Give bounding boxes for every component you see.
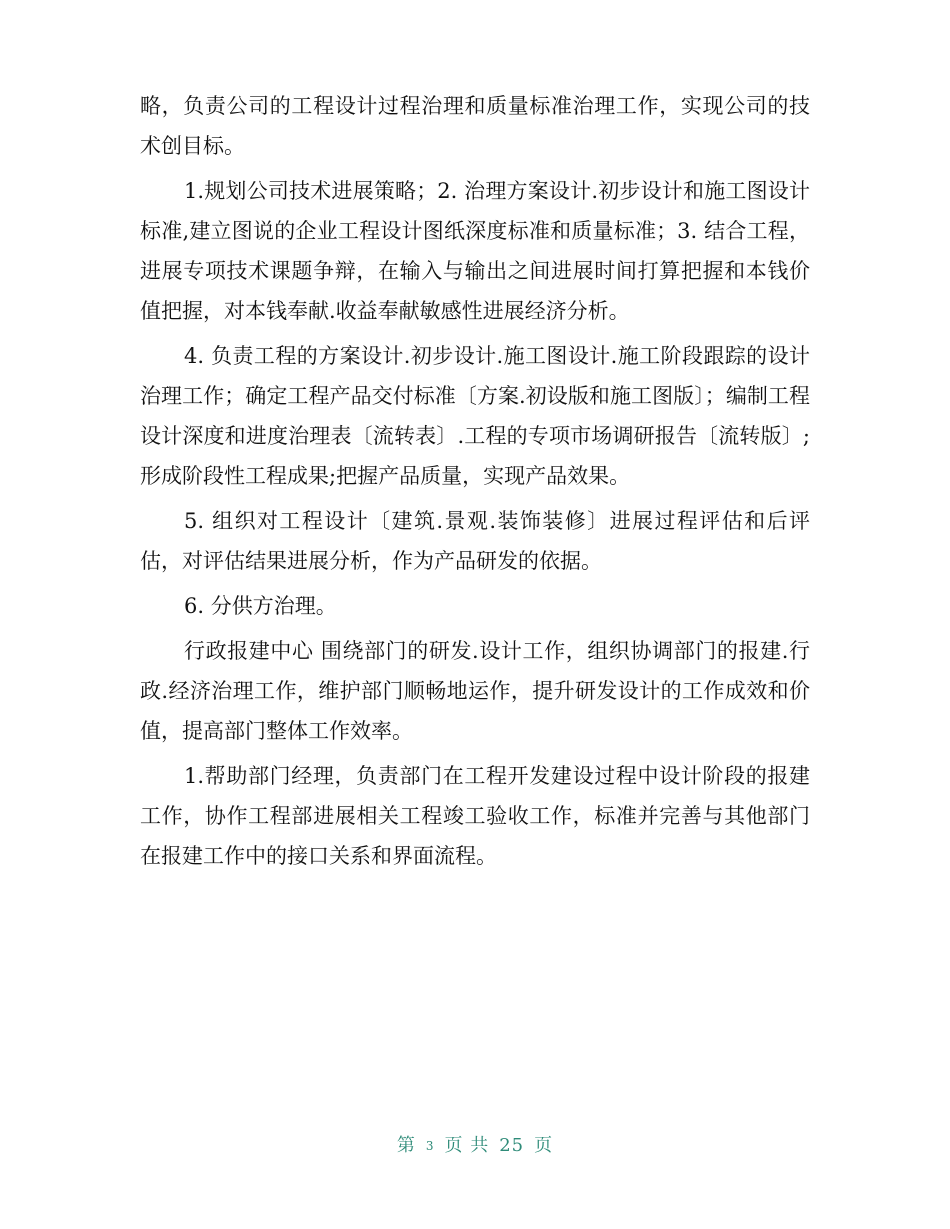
footer-prefix: 第 xyxy=(396,1135,416,1156)
footer-suffix: 页 xyxy=(534,1135,554,1156)
page-footer xyxy=(0,1131,950,1157)
footer-total-pages: 25 xyxy=(499,1135,525,1156)
footer-middle: 页 共 xyxy=(444,1135,490,1156)
paragraph-1: 略，负责公司的工程设计过程治理和质量标准治理工作，实现公司的技术创目标。 xyxy=(140,94,810,158)
paragraph-4: 5. 组织对工程设计〔建筑.景观.装饰装修〕进展过程评估和后评估，对评估结果进展分析，作为产品研发的依据。 xyxy=(140,509,810,573)
paragraph-2: 1.规划公司技术进展策略；2. 治理方案设计.初步设计和施工图设计标准,建立图说的企业工程设计图纸深度标准和质量标准；3. 结合工程，进展专项技术课题争辩，在输入与输出之间进展时间打算把握和本钱价值把握，对本钱奉献.收益奉献敏感性进展经济分析。 xyxy=(140,179,810,323)
paragraph-3: 4. 负责工程的方案设计.初步设计.施工图设计.施工阶段跟踪的设计治理工作；确定工程产品交付标准〔方案.初设版和施工图版〕；编制工程设计深度和进度治理表〔流转表〕.工程的专项市场调研报告〔流转版〕;形成阶段性工程成果;把握产品质量，实现产品效果。 xyxy=(140,344,810,488)
document-body xyxy=(140,86,810,881)
paragraph-5: 6. 分供方治理。 xyxy=(184,594,337,618)
footer-current-page: 3 xyxy=(425,1139,435,1153)
paragraph-7: 1.帮助部门经理，负责部门在工程开发建设过程中设计阶段的报建工作，协作工程部进展相关工程竣工验收工作，标准并完善与其他部门在报建工作中的接口关系和界面流程。 xyxy=(140,764,810,868)
paragraph-6: 行政报建中心 围绕部门的研发.设计工作，组织协调部门的报建.行政.经济治理工作，维护部门顺畅地运作，提升研发设计的工作成效和价值，提高部门整体工作效率。 xyxy=(140,639,810,743)
